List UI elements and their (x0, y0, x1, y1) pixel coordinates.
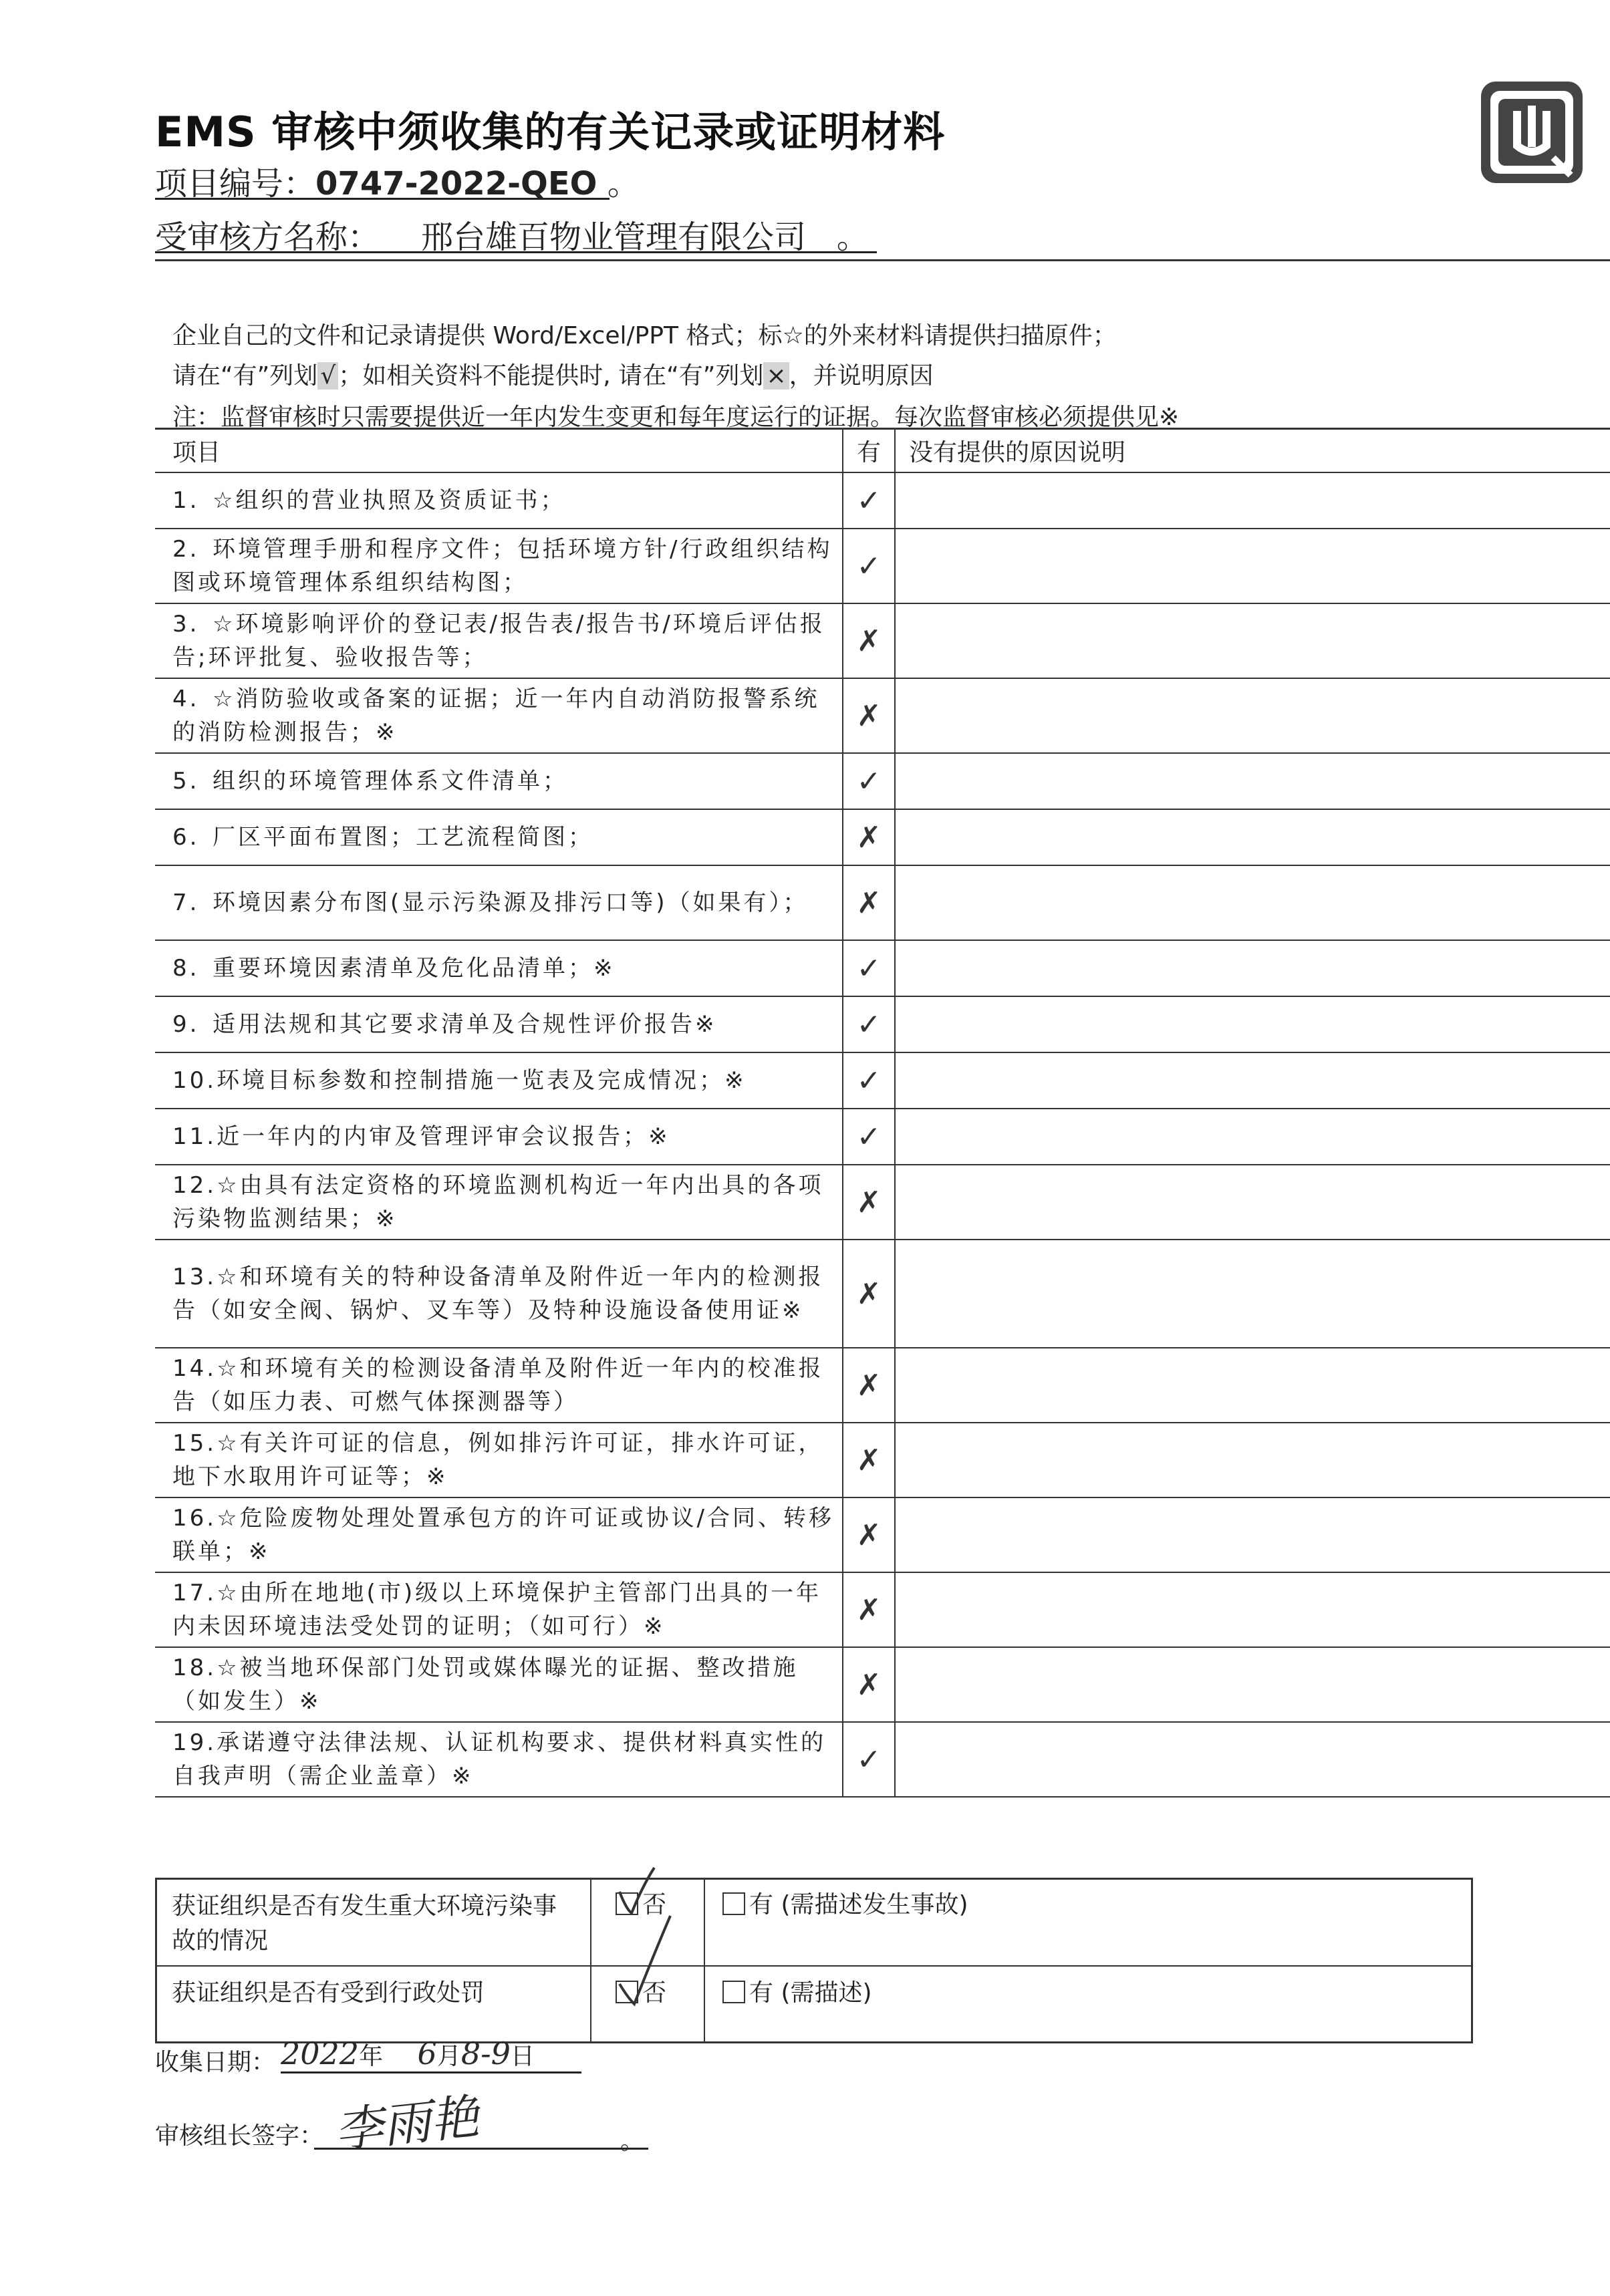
item-text (172, 1726, 842, 1793)
incident-yes-option[interactable]: 有 (需描述) (722, 1976, 872, 2011)
incident-row-penalty (157, 1967, 1471, 2041)
table-row (155, 810, 1610, 866)
table-row (155, 941, 1610, 997)
availability-mark[interactable]: ✗ (856, 1185, 882, 1219)
client-suffix: 。 (836, 219, 869, 256)
availability-mark[interactable]: ✓ (856, 1007, 882, 1042)
project-label: 项目编号： (155, 165, 316, 202)
item-number: 19. (172, 1729, 217, 1756)
item-number: 7. (172, 889, 200, 916)
incident-yes-option[interactable]: 有 (需描述发生事故) (722, 1888, 968, 1922)
availability-mark[interactable]: ✗ (856, 885, 882, 920)
table-row (155, 754, 1610, 810)
availability-mark[interactable]: ✓ (856, 951, 882, 986)
availability-mark[interactable]: ✓ (856, 1119, 882, 1154)
availability-mark[interactable]: ✗ (856, 623, 882, 658)
date-day: 8-9 (460, 2035, 511, 2071)
reason-cell[interactable] (896, 1423, 1610, 1497)
collection-date-value: 2022年 6月8-9日 (281, 2035, 535, 2071)
project-number: 0747-2022-QEO (315, 165, 597, 202)
reason-cell[interactable] (896, 866, 1610, 940)
availability-mark[interactable]: ✓ (856, 764, 882, 799)
client-label: 受审核方名称： (155, 219, 380, 256)
availability-mark[interactable]: ✗ (856, 1276, 882, 1311)
table-row (155, 1348, 1610, 1423)
item-description: ☆危险废物处理处置承包方的许可证或协议/合同、转移联单；※ (172, 1505, 835, 1565)
reason-cell[interactable] (896, 1165, 1610, 1239)
certification-logo (1478, 79, 1585, 186)
item-description: ☆由具有法定资格的环境监测机构近一年内出具的各项污染物监测结果；※ (172, 1172, 824, 1232)
project-number-line (155, 158, 640, 204)
item-number: 6. (172, 824, 200, 851)
client-name-line (155, 211, 380, 257)
item-text (172, 1651, 842, 1718)
incident-row-pollution (157, 1880, 1471, 1967)
reason-cell[interactable] (896, 1109, 1610, 1164)
availability-mark[interactable]: ✓ (856, 1742, 882, 1777)
table-header-row (155, 428, 1610, 473)
checkbox-icon[interactable] (722, 1981, 745, 2003)
reason-cell[interactable] (896, 1240, 1610, 1347)
project-suffix: 。 (607, 165, 640, 202)
col-have-header: 有 (856, 439, 881, 466)
item-text (172, 1120, 670, 1153)
reason-cell[interactable] (896, 1648, 1610, 1721)
incident-question: 获证组织是否有发生重大环境污染事故的情况 (172, 1892, 557, 1955)
item-text (172, 886, 809, 919)
reason-cell[interactable] (896, 754, 1610, 809)
availability-mark[interactable]: ✓ (856, 483, 882, 518)
project-underline (155, 198, 610, 200)
item-text (172, 1576, 842, 1643)
availability-mark[interactable]: ✗ (856, 1443, 882, 1477)
item-number: 15. (172, 1430, 217, 1457)
item-number: 9. (172, 1011, 200, 1038)
auditor-signature-line (155, 2117, 323, 2151)
item-description: ☆和环境有关的检测设备清单及附件近一年内的校准报告（如压力表、可燃气体探测器等） (172, 1355, 824, 1415)
table-row (155, 1723, 1610, 1798)
availability-mark[interactable]: ✗ (856, 1368, 882, 1403)
table-row (155, 866, 1610, 941)
item-number: 8. (172, 955, 200, 982)
item-number: 10. (172, 1067, 217, 1094)
signer-label: 审核组长签字： (155, 2122, 324, 2150)
item-text (172, 1501, 842, 1568)
table-row (155, 1423, 1610, 1498)
availability-mark[interactable]: ✗ (856, 1592, 882, 1627)
note-line-3: 注：监督审核时只需要提供近一年内发生变更和每年度运行的证据。每次监督审核必须提供见※ (172, 404, 1180, 431)
reason-cell[interactable] (896, 1348, 1610, 1422)
item-number: 17. (172, 1580, 217, 1606)
item-description: 适用法规和其它要求清单及合规性评价报告※ (213, 1011, 717, 1038)
auditor-signature: 李雨艳 (331, 2088, 482, 2160)
item-description: 组织的环境管理体系文件清单； (213, 768, 568, 795)
item-description: 环境管理手册和程序文件；包括环境方针/行政组织结构图或环境管理体系组织结构图； (172, 536, 833, 596)
item-text (172, 533, 842, 599)
col-reason-header: 没有提供的原因说明 (909, 439, 1126, 466)
item-text (172, 764, 568, 798)
signature-underline (314, 2148, 648, 2150)
item-text (172, 682, 842, 749)
item-text (172, 484, 565, 517)
item-number: 11. (172, 1123, 217, 1150)
item-text (172, 1169, 842, 1236)
table-row (155, 1109, 1610, 1165)
table-row (155, 1053, 1610, 1109)
collection-date (155, 2043, 275, 2077)
table-row (155, 473, 1610, 529)
availability-mark[interactable]: ✓ (856, 1063, 882, 1098)
availability-mark[interactable]: ✗ (856, 1667, 882, 1702)
incident-box (155, 1878, 1473, 2043)
col-item-header: 项目 (172, 439, 221, 466)
item-description: 承诺遵守法律法规、认证机构要求、提供材料真实性的自我声明（需企业盖章）※ (172, 1729, 827, 1789)
reason-cell[interactable] (896, 529, 1610, 603)
table-row (155, 1240, 1610, 1348)
item-text (172, 952, 616, 985)
item-description: 近一年内的内审及管理评审会议报告；※ (217, 1123, 670, 1150)
cross-mark-sample: × (763, 362, 789, 390)
checkbox-icon[interactable] (722, 1892, 745, 1915)
item-description: 厂区平面布置图；工艺流程简图； (213, 824, 593, 851)
item-text (172, 1427, 842, 1493)
incident-no-option[interactable]: 否 (616, 1888, 666, 1922)
item-text (172, 1260, 842, 1327)
signer-suffix: 。 (620, 2128, 645, 2155)
item-number: 16. (172, 1505, 217, 1532)
table-row (155, 1165, 1610, 1240)
item-description: 环境因素分布图(显示污染源及排污口等)（如果有）； (213, 889, 809, 916)
note-line-1: 企业自己的文件和记录请提供 Word/Excel/PPT 格式；标☆的外来材料请提供扫描原件； (172, 322, 1117, 349)
reason-cell[interactable] (896, 1498, 1610, 1572)
item-number: 13. (172, 1264, 217, 1290)
item-text (172, 1008, 717, 1041)
date-label: 收集日期： (155, 2049, 276, 2076)
reason-cell[interactable] (896, 997, 1610, 1052)
date-year: 2022 (281, 2035, 360, 2071)
item-text (172, 1064, 747, 1097)
reason-cell[interactable] (896, 810, 1610, 865)
item-number: 18. (172, 1655, 217, 1681)
reason-cell[interactable] (896, 1573, 1610, 1646)
incident-no-option[interactable]: 否 (616, 1976, 666, 2011)
client-name-value (421, 211, 869, 257)
reason-cell[interactable] (896, 679, 1610, 752)
item-description: 重要环境因素清单及危化品清单；※ (213, 955, 616, 982)
client-name: 邢台雄百物业管理有限公司 (421, 219, 807, 256)
item-description: 环境目标参数和控制措施一览表及完成情况；※ (217, 1067, 747, 1094)
table-row (155, 604, 1610, 679)
reason-cell[interactable] (896, 941, 1610, 996)
item-description: ☆组织的营业执照及资质证书； (213, 487, 566, 514)
item-number: 2. (172, 536, 200, 563)
item-description: ☆环境影响评价的登记表/报告表/报告书/环境后评估报告;环评批复、验收报告等； (172, 611, 825, 671)
check-mark-sample: √ (317, 362, 338, 390)
item-number: 14. (172, 1355, 217, 1382)
item-description: ☆和环境有关的特种设备清单及附件近一年内的检测报告（如安全阀、锅炉、叉车等）及特种设施设备使用证※ (172, 1264, 824, 1324)
reason-cell[interactable] (896, 473, 1610, 528)
reason-cell[interactable] (896, 604, 1610, 678)
header-divider (155, 259, 1610, 261)
availability-mark[interactable]: ✗ (856, 1518, 882, 1552)
reason-cell[interactable] (896, 1723, 1610, 1796)
materials-table (155, 428, 1610, 1798)
date-underline (281, 2071, 581, 2073)
handwritten-tick-marks (605, 1866, 685, 2040)
item-number: 5. (172, 768, 200, 795)
item-text (172, 607, 842, 674)
item-description: ☆由所在地地(市)级以上环境保护主管部门出具的一年内未因环境违法受处罚的证明；（如可行）※ (172, 1580, 822, 1640)
note-line-2: 请在“有”列划 √ ；如相关资料不能提供时, 请在“有”列划 × ，并说明原因 (172, 362, 934, 390)
availability-mark[interactable]: ✓ (856, 549, 882, 583)
item-number: 4. (172, 686, 200, 712)
item-description: ☆有关许可证的信息，例如排污许可证，排水许可证，地下水取用许可证等；※ (172, 1430, 824, 1490)
table-row (155, 1498, 1610, 1573)
client-underline (155, 251, 877, 253)
item-text (172, 1352, 842, 1419)
item-number: 1. (172, 487, 200, 514)
incident-question: 获证组织是否有受到行政处罚 (172, 1979, 485, 2007)
item-number: 3. (172, 611, 200, 637)
availability-mark[interactable]: ✗ (856, 698, 882, 733)
item-description: ☆被当地环保部门处罚或媒体曝光的证据、整改措施（如发生）※ (172, 1655, 799, 1715)
date-month: 6 (417, 2035, 437, 2071)
table-row (155, 1648, 1610, 1723)
table-row (155, 529, 1610, 604)
item-description: ☆消防验收或备案的证据；近一年内自动消防报警系统的消防检测报告；※ (172, 686, 820, 746)
table-row (155, 679, 1610, 754)
item-number: 12. (172, 1172, 217, 1199)
table-row (155, 997, 1610, 1053)
availability-mark[interactable]: ✗ (856, 820, 882, 855)
page-title: EMS 审核中须收集的有关记录或证明材料 (155, 108, 946, 156)
reason-cell[interactable] (896, 1053, 1610, 1108)
item-text (172, 821, 593, 854)
table-row (155, 1573, 1610, 1648)
